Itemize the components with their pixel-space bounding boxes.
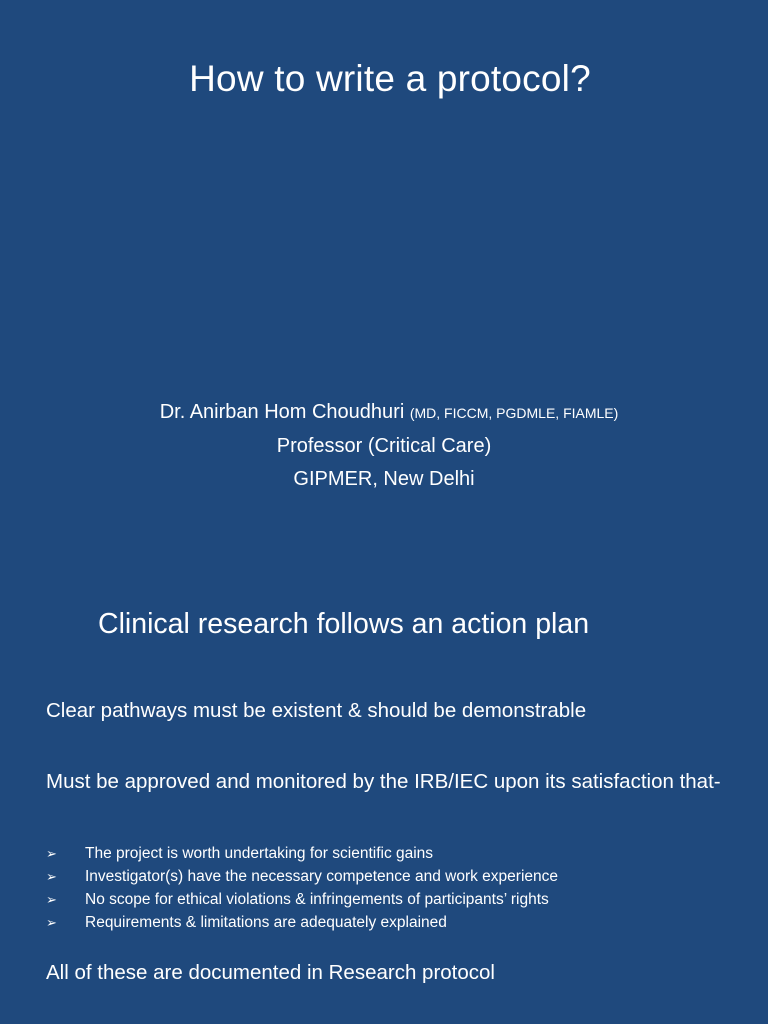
pathways-statement: Clear pathways must be existent & should be demonstrable xyxy=(46,699,587,722)
author-name: Dr. Anirban Hom Choudhuri xyxy=(159,401,405,423)
list-item-text: Requirements & limitations are adequately explained xyxy=(85,914,447,931)
slide-title: How to write a protocol? xyxy=(189,58,591,99)
author-position: Professor (Critical Care) xyxy=(276,435,492,457)
list-item xyxy=(46,865,558,888)
list-item-text: The project is worth undertaking for scientific gains xyxy=(85,845,434,862)
conclusion-statement: All of these are documented in Research protocol xyxy=(46,961,495,984)
list-item xyxy=(46,842,558,865)
author-institution: GIPMER, New Delhi xyxy=(293,468,475,490)
arrow-bullet-icon: ➢ xyxy=(46,915,57,930)
arrow-bullet-icon: ➢ xyxy=(46,892,57,907)
list-item-text: No scope for ethical violations & infringements of participants’ rights xyxy=(85,891,549,908)
criteria-list xyxy=(46,842,558,934)
list-item xyxy=(46,911,558,934)
approval-statement: Must be approved and monitored by the IRB/IEC upon its satisfaction that- xyxy=(46,770,721,793)
section-heading: Clinical research follows an action plan xyxy=(98,608,590,640)
arrow-bullet-icon: ➢ xyxy=(46,846,57,861)
author-name-row xyxy=(10,396,768,430)
arrow-bullet-icon: ➢ xyxy=(46,869,57,884)
list-item-text: Investigator(s) have the necessary competence and work experience xyxy=(85,868,558,885)
author-block xyxy=(0,396,768,496)
list-item xyxy=(46,888,558,911)
author-credentials: (MD, FICCM, PGDMLE, FIAMLE) xyxy=(409,405,619,421)
